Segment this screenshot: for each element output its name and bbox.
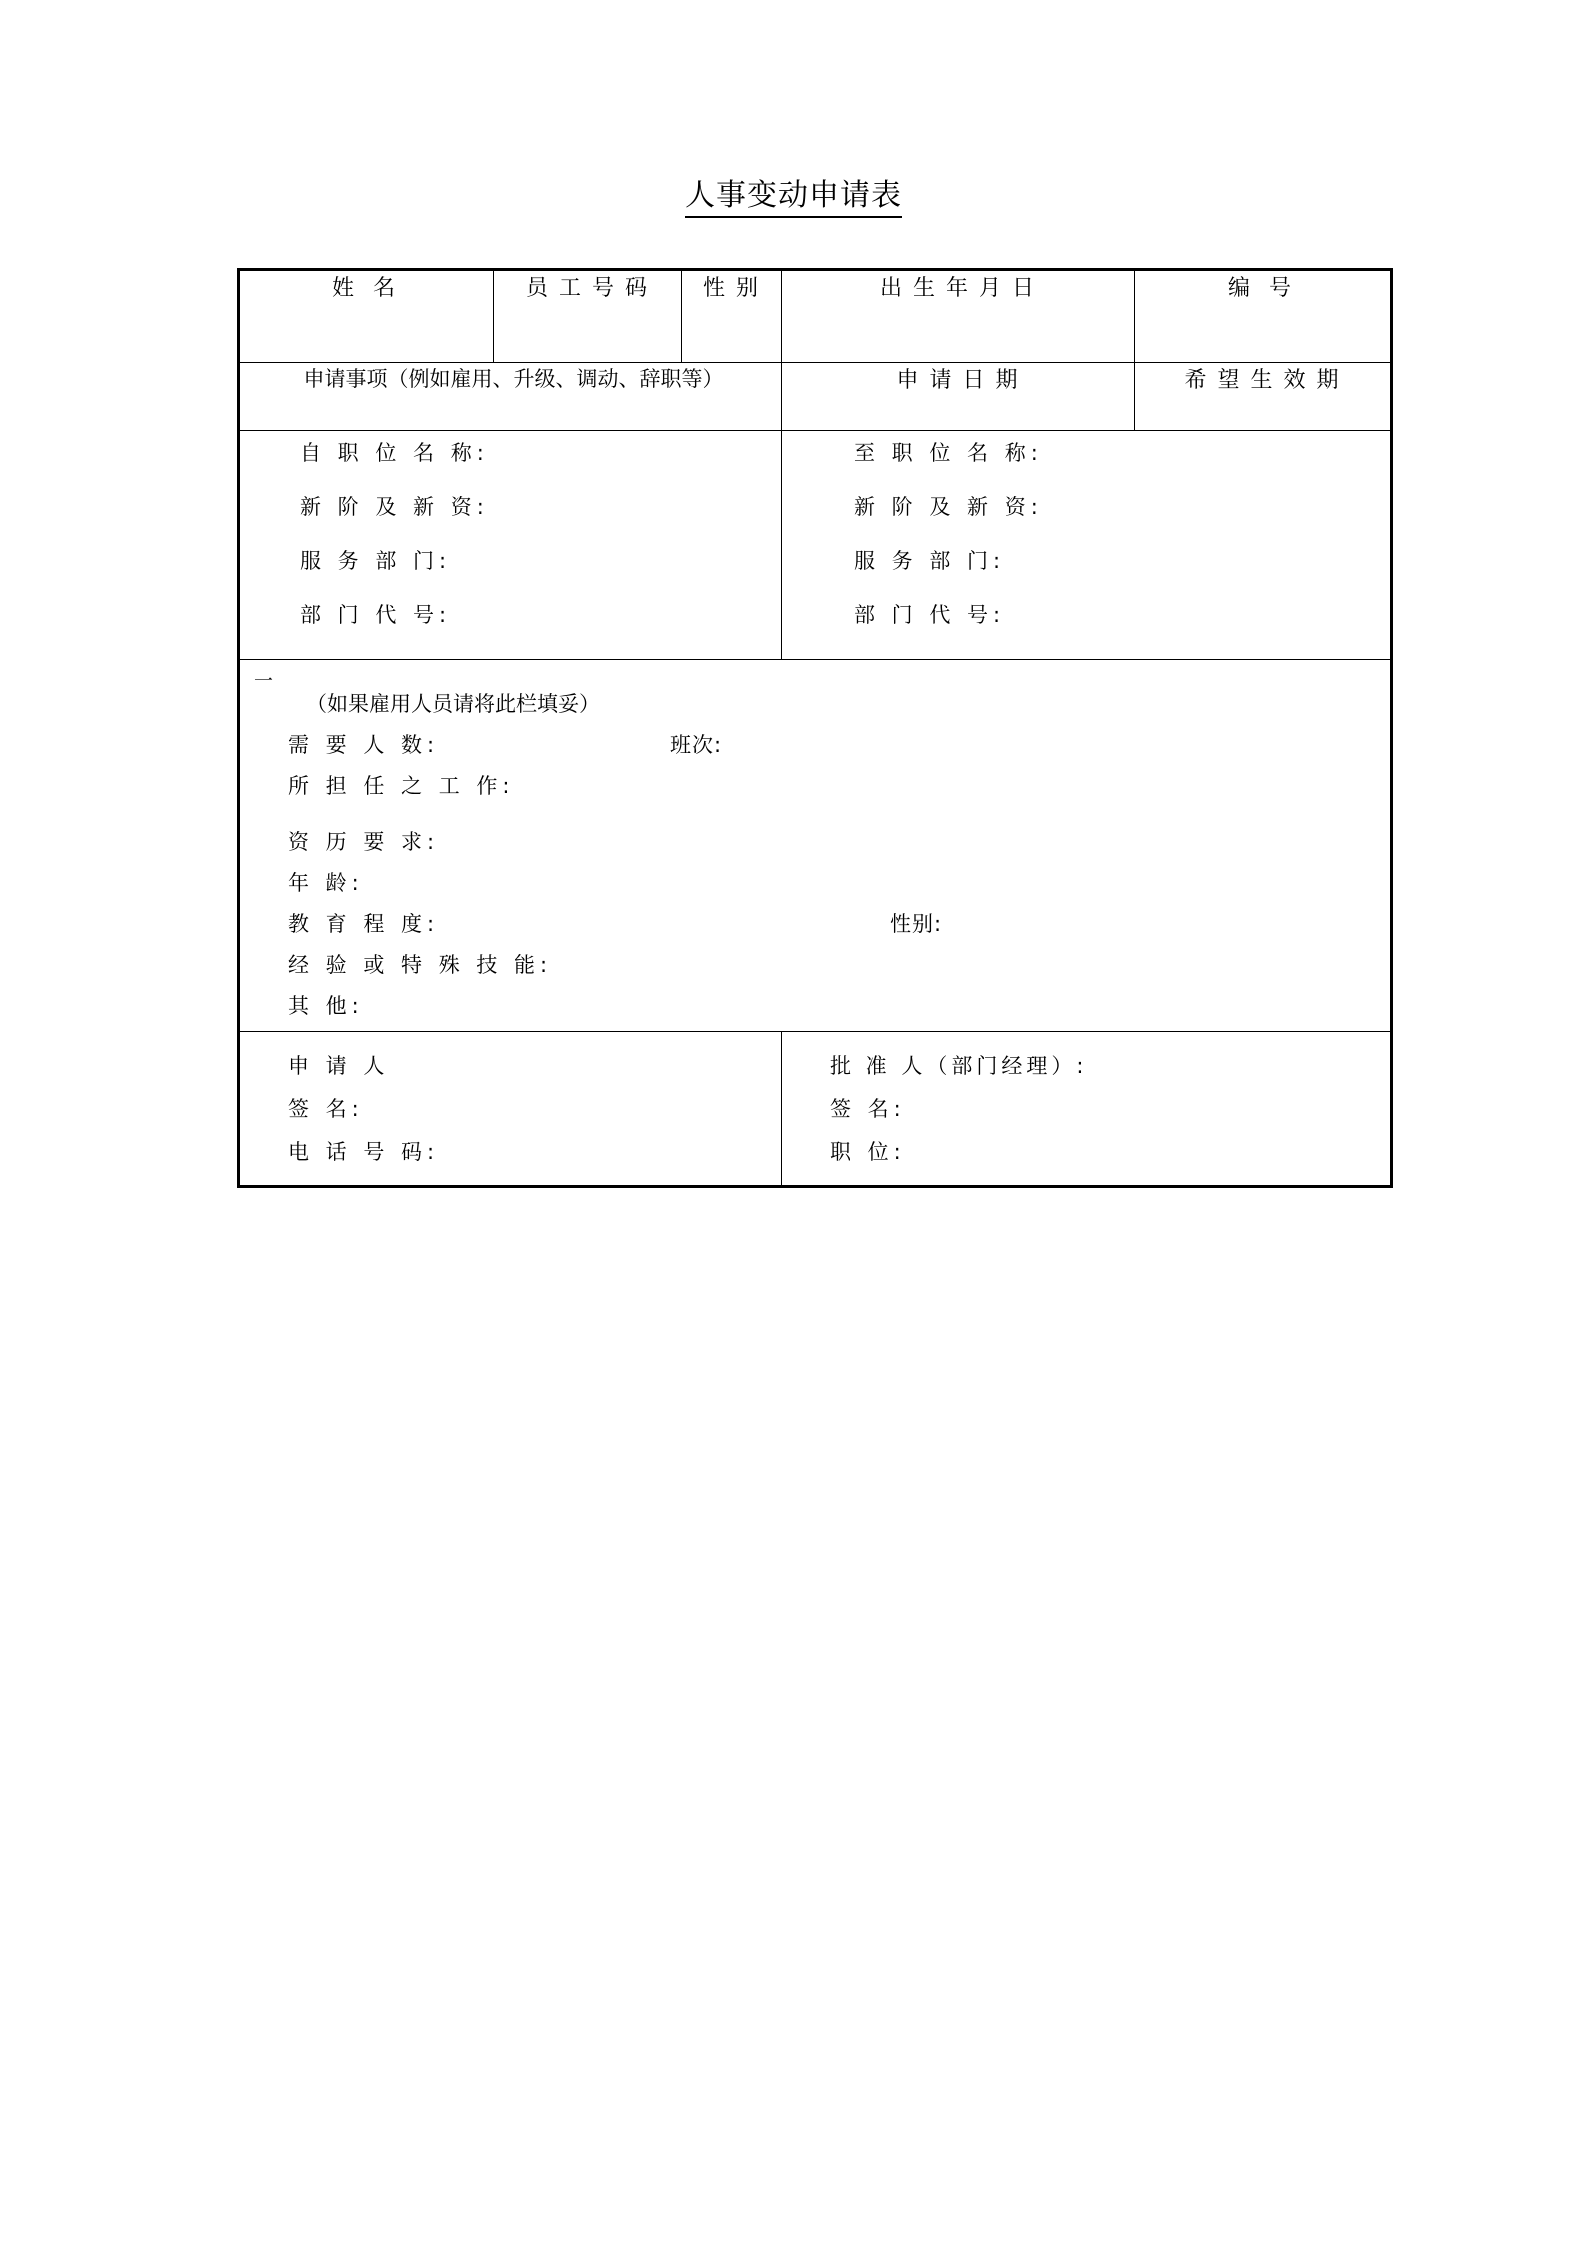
field-education-row xyxy=(240,908,1390,938)
label-gender: 性 别 xyxy=(703,276,760,301)
label-name: 姓 名 xyxy=(332,276,401,301)
applicant-fields xyxy=(240,1032,781,1163)
personnel-change-form-table xyxy=(237,268,1393,1188)
field-shift: 班次: xyxy=(670,733,723,757)
label-apply-date: 申 请 日 期 xyxy=(896,368,1020,393)
cell-serial-no-header xyxy=(1135,270,1392,363)
table-row-signatures xyxy=(239,1032,1392,1187)
cell-effective-date-header xyxy=(1135,363,1392,431)
to-position-fields xyxy=(782,431,1390,626)
cell-applicant-block xyxy=(239,1032,782,1187)
dash-marker: 一 xyxy=(254,670,274,692)
from-position-fields xyxy=(240,431,781,626)
field-headcount: 需 要 人 数: xyxy=(288,733,440,757)
field-applicant-signature: 签 名: xyxy=(288,1097,364,1121)
cell-employee-no-header xyxy=(494,270,682,363)
cell-hiring-requirements xyxy=(239,660,1392,1032)
field-position-to: 至 职 位 名 称: xyxy=(854,441,1043,465)
page-title: 人事变动申请表 xyxy=(685,178,902,218)
approver-fields xyxy=(782,1032,1390,1163)
field-age: 年 龄: xyxy=(288,871,364,895)
field-from-department-code: 部 门 代 号: xyxy=(300,603,452,627)
field-position-from: 自 职 位 名 称: xyxy=(300,441,489,465)
cell-gender-header xyxy=(682,270,782,363)
field-to-new-grade-salary: 新 阶 及 新 资: xyxy=(854,495,1043,519)
field-qualification: 资 历 要 求: xyxy=(288,830,440,854)
page-title-container xyxy=(0,178,1587,218)
field-education: 教 育 程 度: xyxy=(288,912,440,936)
cell-birth-date-header xyxy=(782,270,1135,363)
table-row-hiring-requirements xyxy=(239,660,1392,1032)
field-from-new-grade-salary: 新 阶 及 新 资: xyxy=(300,495,489,519)
field-applicant-phone: 电 话 号 码: xyxy=(288,1140,440,1164)
label-employee-no: 员 工 号 码 xyxy=(526,276,649,301)
hiring-note: （如果雇用人员请将此栏填妥） xyxy=(306,692,600,716)
cell-subject-header xyxy=(239,363,782,431)
label-serial-no: 编 号 xyxy=(1228,276,1297,301)
cell-from-position-block xyxy=(239,431,782,660)
field-job-duties: 所 担 任 之 工 作: xyxy=(288,774,515,798)
table-row-subject-headers xyxy=(239,363,1392,431)
label-birth-date: 出 生 年 月 日 xyxy=(880,276,1036,301)
field-to-department-code: 部 门 代 号: xyxy=(854,603,1006,627)
field-approver-position: 职 位: xyxy=(830,1140,906,1164)
field-to-department: 服 务 部 门: xyxy=(854,549,1006,573)
cell-name-header xyxy=(239,270,494,363)
table-row-position-details xyxy=(239,431,1392,660)
label-subject: 申请事项（例如雇用、升级、调动、辞职等） xyxy=(303,367,724,391)
cell-approver-block xyxy=(782,1032,1392,1187)
field-from-department: 服 务 部 门: xyxy=(300,549,452,573)
field-other: 其 他: xyxy=(288,994,364,1018)
cell-to-position-block xyxy=(782,431,1392,660)
label-effective-date: 希 望 生 效 期 xyxy=(1184,368,1341,393)
table-row-basic-headers xyxy=(239,270,1392,363)
field-headcount-row xyxy=(240,729,1390,759)
field-approver-signature: 签 名: xyxy=(830,1097,906,1121)
cell-apply-date-header xyxy=(782,363,1135,431)
field-approver: 批 准 人（部门经理）: xyxy=(830,1054,1088,1078)
field-experience-skills: 经 验 或 特 殊 技 能: xyxy=(288,953,553,977)
field-applicant: 申 请 人 xyxy=(288,1054,390,1078)
field-required-gender: 性别: xyxy=(890,912,943,936)
